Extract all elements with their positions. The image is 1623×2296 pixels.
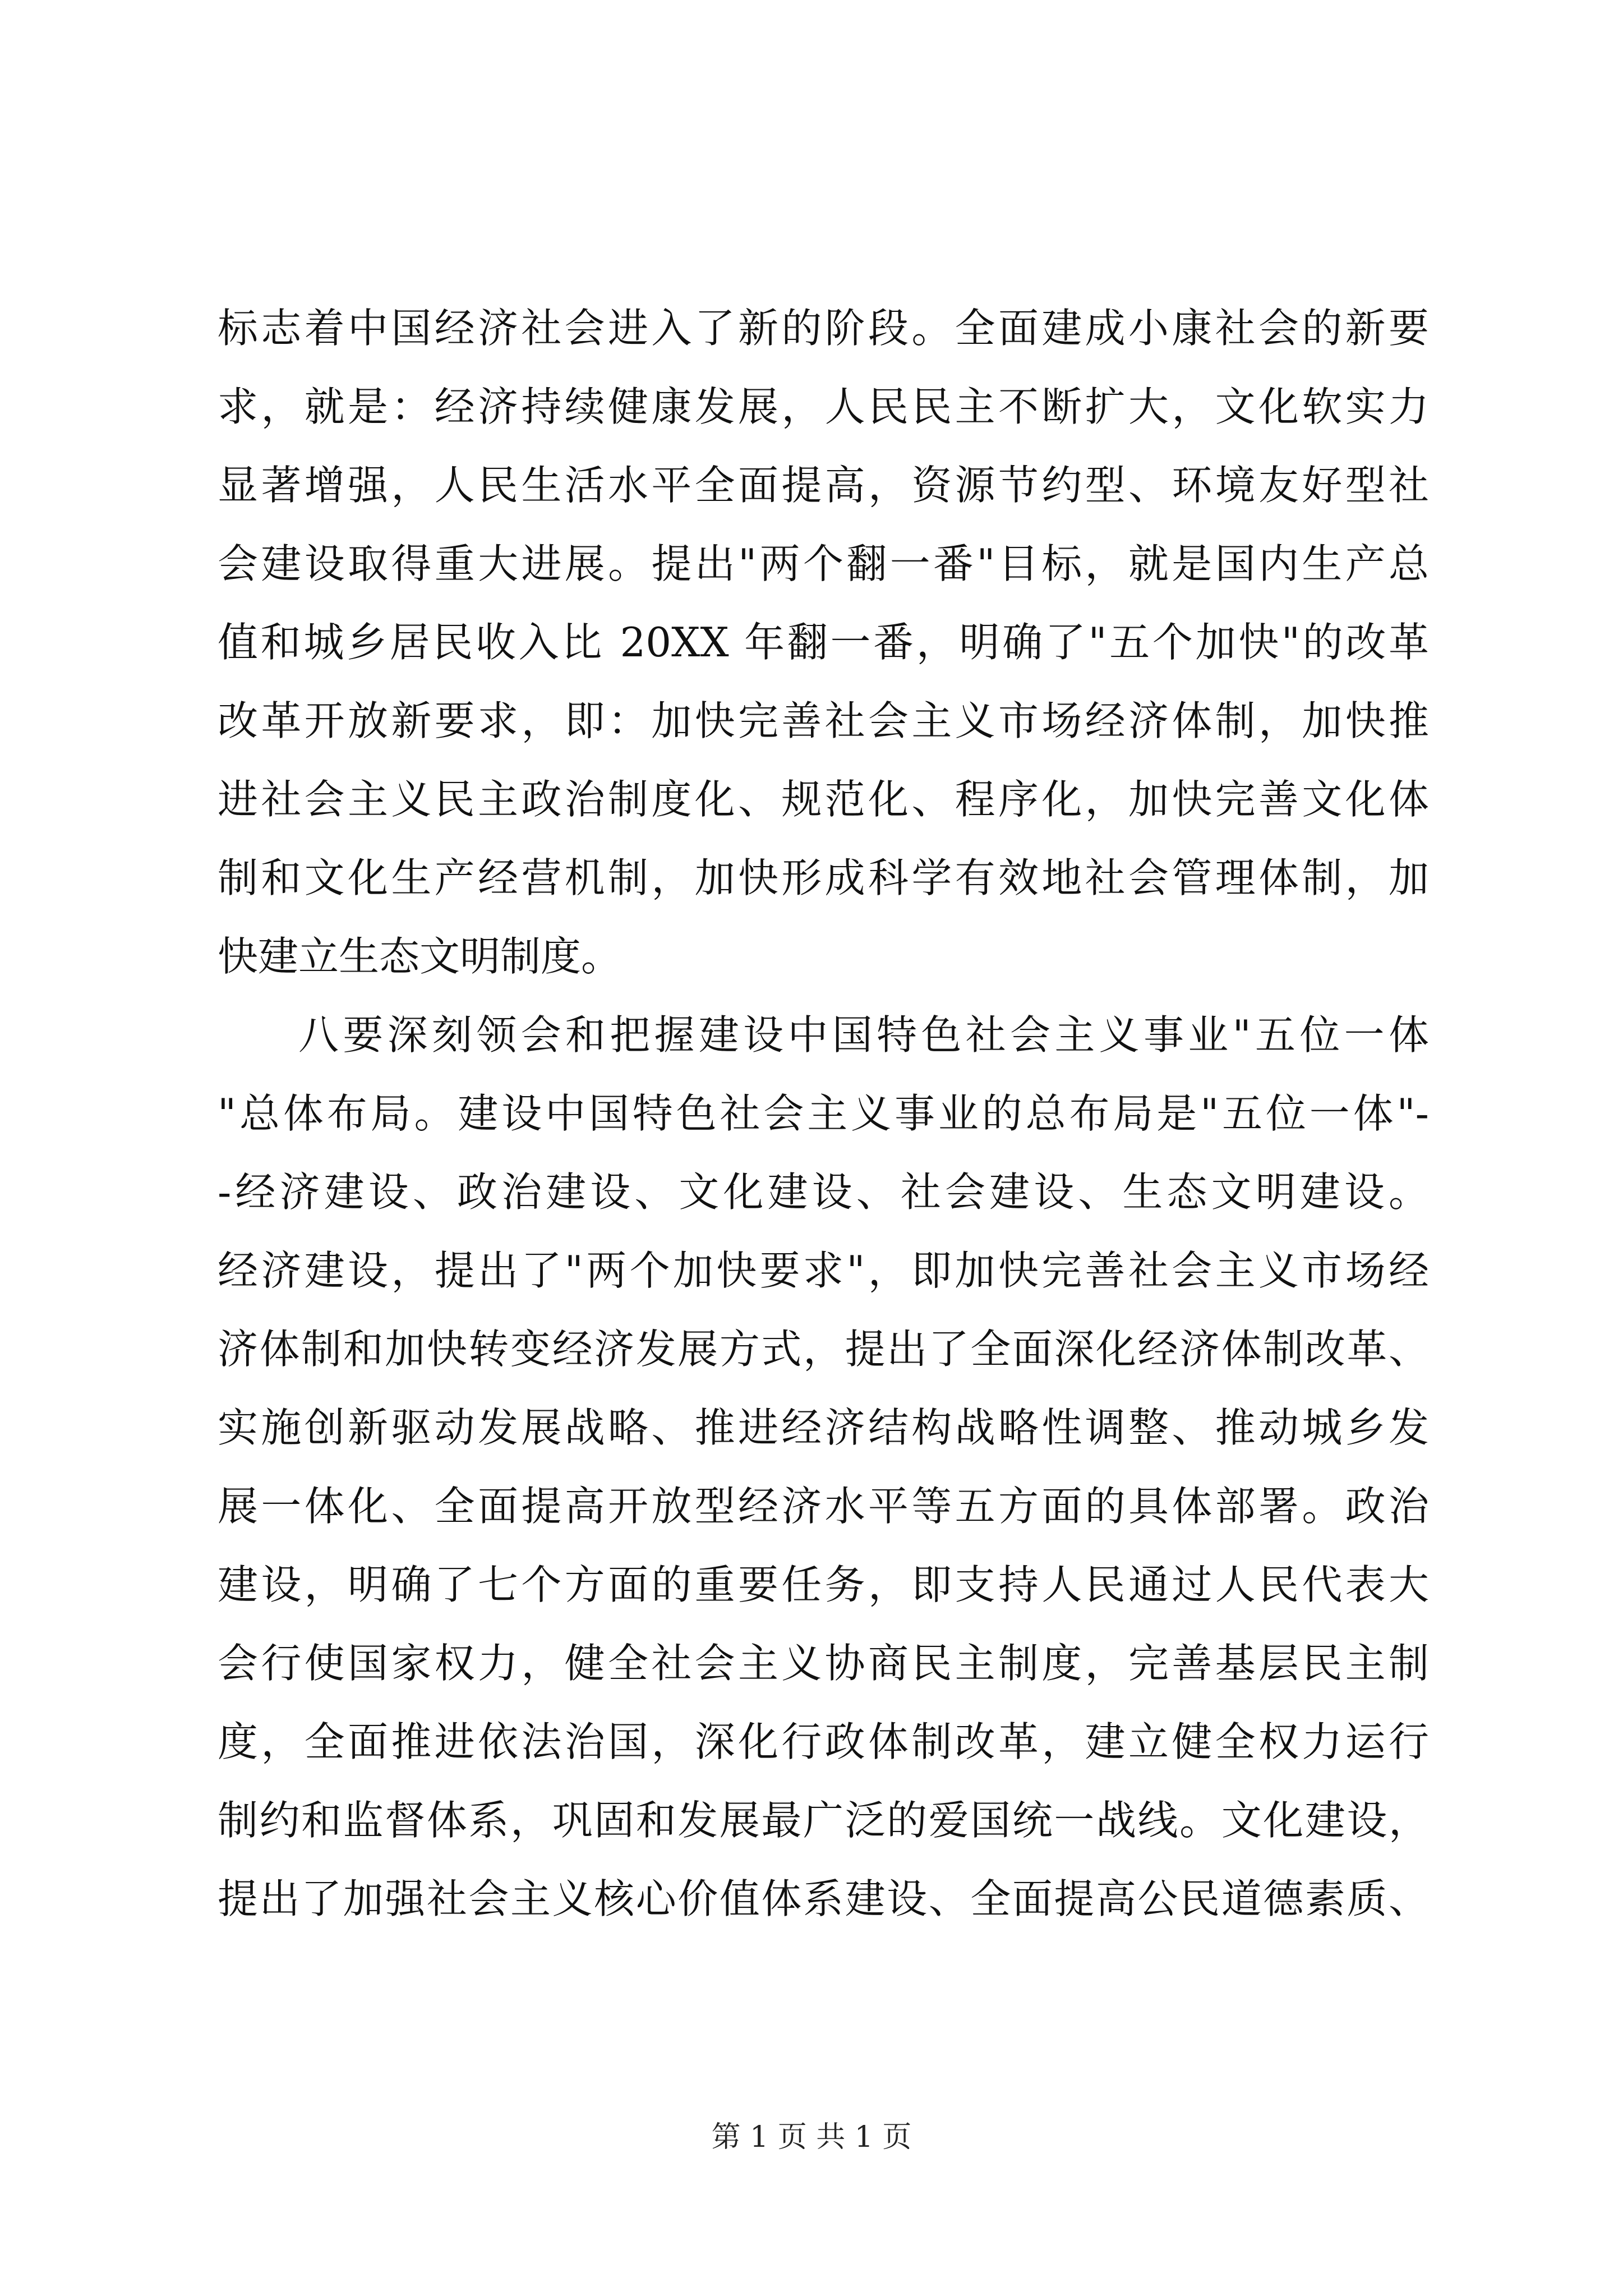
- body-text-line: -经济建设、政治建设、文化建设、社会建设、生态文明建设。: [218, 1168, 1429, 1216]
- body-text-line: 求，就是：经济持续健康发展，人民民主不断扩大，文化软实力: [218, 383, 1429, 430]
- body-text-line: 会行使国家权力，健全社会主义协商民主制度，完善基层民主制: [218, 1640, 1429, 1687]
- body-text-line: 改革开放新要求，即：加快完善社会主义市场经济体制，加快推: [218, 697, 1429, 744]
- body-text-line: 展一体化、全面提高开放型经济水平等五方面的具体部署。政治: [218, 1483, 1429, 1530]
- body-text-line: 值和城乡居民收入比 20XX 年翻一番，明确了"五个加快"的改革: [218, 619, 1429, 666]
- body-text-line: 制约和监督体系，巩固和发展最广泛的爱国统一战线。文化建设，: [218, 1797, 1429, 1844]
- body-text-line: 度，全面推进依法治国，深化行政体制改革，建立健全权力运行: [218, 1718, 1429, 1765]
- body-text-line: 标志着中国经济社会进入了新的阶段。全面建成小康社会的新要: [218, 305, 1429, 352]
- body-text-line: 建设，明确了七个方面的重要任务，即支持人民通过人民代表大: [218, 1561, 1429, 1608]
- body-text-line: 提出了加强社会主义核心价值体系建设、全面提高公民道德素质、: [218, 1875, 1429, 1922]
- body-text-line: 济体制和加快转变经济发展方式，提出了全面深化经济体制改革、: [218, 1326, 1429, 1373]
- paragraph-first-line: 八要深刻领会和把握建设中国特色社会主义事业"五位一体: [298, 1011, 1429, 1059]
- body-text-line: 经济建设，提出了"两个加快要求"，即加快完善社会主义市场经: [218, 1247, 1429, 1294]
- body-text-line: 快建立生态文明制度。: [218, 933, 622, 980]
- body-text-line: 实施创新驱动发展战略、推进经济结构战略性调整、推动城乡发: [218, 1404, 1429, 1451]
- body-text-line: "总体布局。建设中国特色社会主义事业的总布局是"五位一体"-: [218, 1090, 1429, 1137]
- body-text-line: 显著增强，人民生活水平全面提高，资源节约型、环境友好型社: [218, 462, 1429, 509]
- body-text-line: 制和文化生产经营机制，加快形成科学有效地社会管理体制，加: [218, 854, 1429, 901]
- body-text-line: 进社会主义民主政治制度化、规范化、程序化，加快完善文化体: [218, 776, 1429, 823]
- body-text-line: 会建设取得重大进展。提出"两个翻一番"目标，就是国内生产总: [218, 540, 1429, 587]
- page-number-footer: 第 1 页 共 1 页: [711, 2120, 912, 2154]
